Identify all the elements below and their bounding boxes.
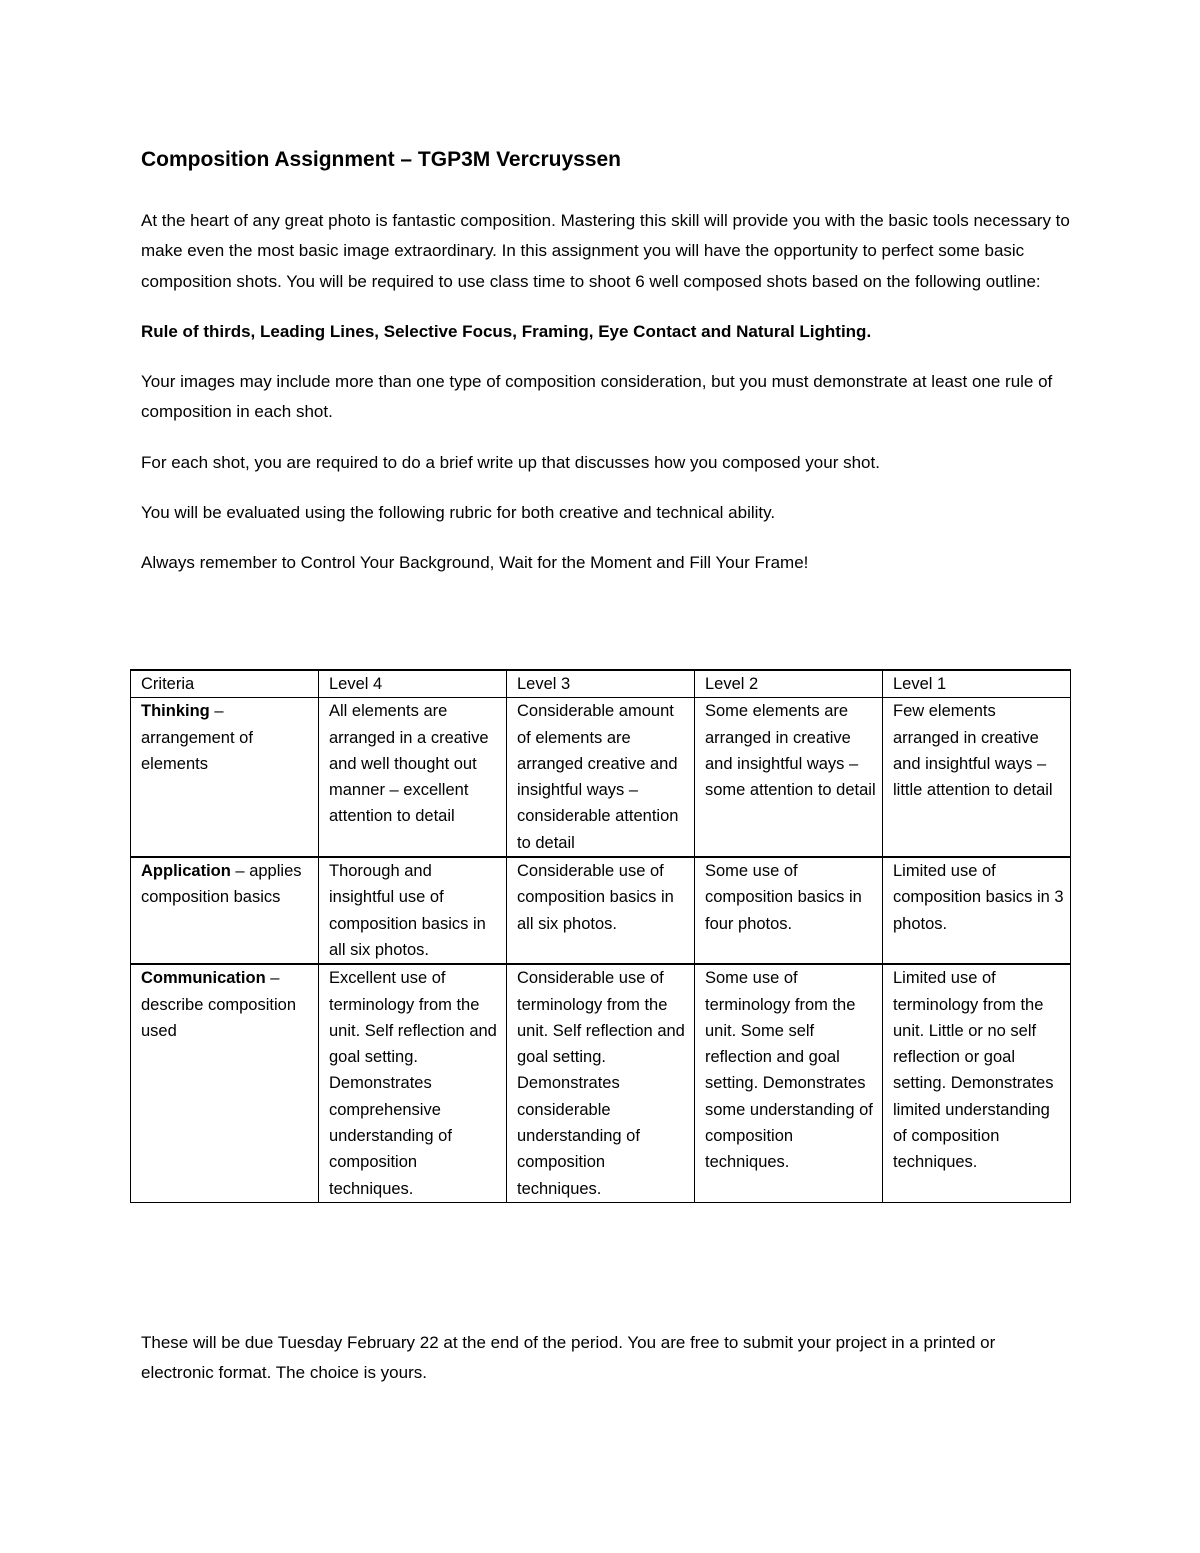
- header-level-2: Level 2: [695, 670, 883, 698]
- document-body: [141, 140, 1071, 579]
- level-2-cell: Some use of terminology from the unit. Some self reflection and goal setting. Demonstrates some understanding of composition techniques.: [695, 964, 883, 1202]
- due-date-paragraph: These will be due Tuesday February 22 at the end of the period. You are free to submit your project in a printed or electronic format. The choice is yours.: [141, 1333, 996, 1383]
- header-level-1: Level 1: [883, 670, 1071, 698]
- composition-outline: Rule of thirds, Leading Lines, Selective Focus, Framing, Eye Contact and Natural Lighting.: [141, 321, 872, 341]
- writeup-paragraph: For each shot, you are required to do a brief write up that discusses how you composed your shot.: [141, 452, 880, 472]
- level-4-cell: All elements are arranged in a creative and well thought out manner – excellent attention to detail: [319, 698, 507, 857]
- criteria-name: Thinking: [141, 702, 210, 721]
- criteria-cell: Communication – describe composition used: [131, 964, 319, 1202]
- rubric-row-communication: [131, 964, 1071, 1202]
- criteria-name: Communication: [141, 969, 266, 988]
- intro-paragraph: At the heart of any great photo is fantastic composition. Mastering this skill will provide you with the basic tools necessary to make even the most basic image extraordinary. In this assignment you will have the opportunity to perfect some basic composition shots. You will be required to use class time to shoot 6 well composed shots based on the following outline:: [141, 211, 1070, 291]
- footer-section: [141, 1328, 1071, 1389]
- level-1-cell: Few elements arranged in creative and insightful ways – little attention to detail: [883, 698, 1071, 857]
- criteria-cell: Application – applies composition basics: [131, 857, 319, 964]
- page-title: Composition Assignment – TGP3M Vercruyssen: [141, 148, 622, 171]
- rubric-table: [130, 669, 1071, 1203]
- level-4-cell: Excellent use of terminology from the unit. Self reflection and goal setting. Demonstrates comprehensive understanding of composition techniques.: [319, 964, 507, 1202]
- header-level-3: Level 3: [507, 670, 695, 698]
- rubric-row-application: [131, 857, 1071, 964]
- criteria-description: applies composition basics: [141, 862, 302, 907]
- rubric-row-thinking: [131, 698, 1071, 857]
- level-3-cell: Considerable amount of elements are arranged creative and insightful ways – considerable attention to detail: [507, 698, 695, 857]
- level-2-cell: Some use of composition basics in four photos.: [695, 857, 883, 964]
- criteria-name: Application: [141, 862, 231, 881]
- level-1-cell: Limited use of terminology from the unit. Little or no self reflection or goal setting. Demonstrates limited understanding of composition techniques.: [883, 964, 1071, 1202]
- level-2-cell: Some elements are arranged in creative and insightful ways – some attention to detail: [695, 698, 883, 857]
- evaluation-paragraph: You will be evaluated using the following rubric for both creative and technical ability.: [141, 503, 776, 523]
- criteria-cell: Thinking – arrangement of elements: [131, 698, 319, 857]
- level-1-cell: Limited use of composition basics in 3 photos.: [883, 857, 1071, 964]
- rubric-header-row: [131, 670, 1071, 698]
- images-paragraph: Your images may include more than one type of composition consideration, but you must demonstrate at least one rule of composition in each shot.: [141, 372, 1053, 422]
- header-level-4: Level 4: [319, 670, 507, 698]
- reminder-paragraph: Always remember to Control Your Background, Wait for the Moment and Fill Your Frame!: [141, 553, 809, 573]
- level-3-cell: Considerable use of composition basics in all six photos.: [507, 857, 695, 964]
- criteria-description: arrangement of elements: [141, 728, 253, 773]
- rubric-table-container: [130, 669, 1070, 1203]
- level-3-cell: Considerable use of terminology from the unit. Self reflection and goal setting. Demonstrates considerable understanding of composition techniques.: [507, 964, 695, 1202]
- header-criteria: Criteria: [131, 670, 319, 698]
- criteria-description: describe composition used: [141, 995, 296, 1040]
- level-4-cell: Thorough and insightful use of composition basics in all six photos.: [319, 857, 507, 964]
